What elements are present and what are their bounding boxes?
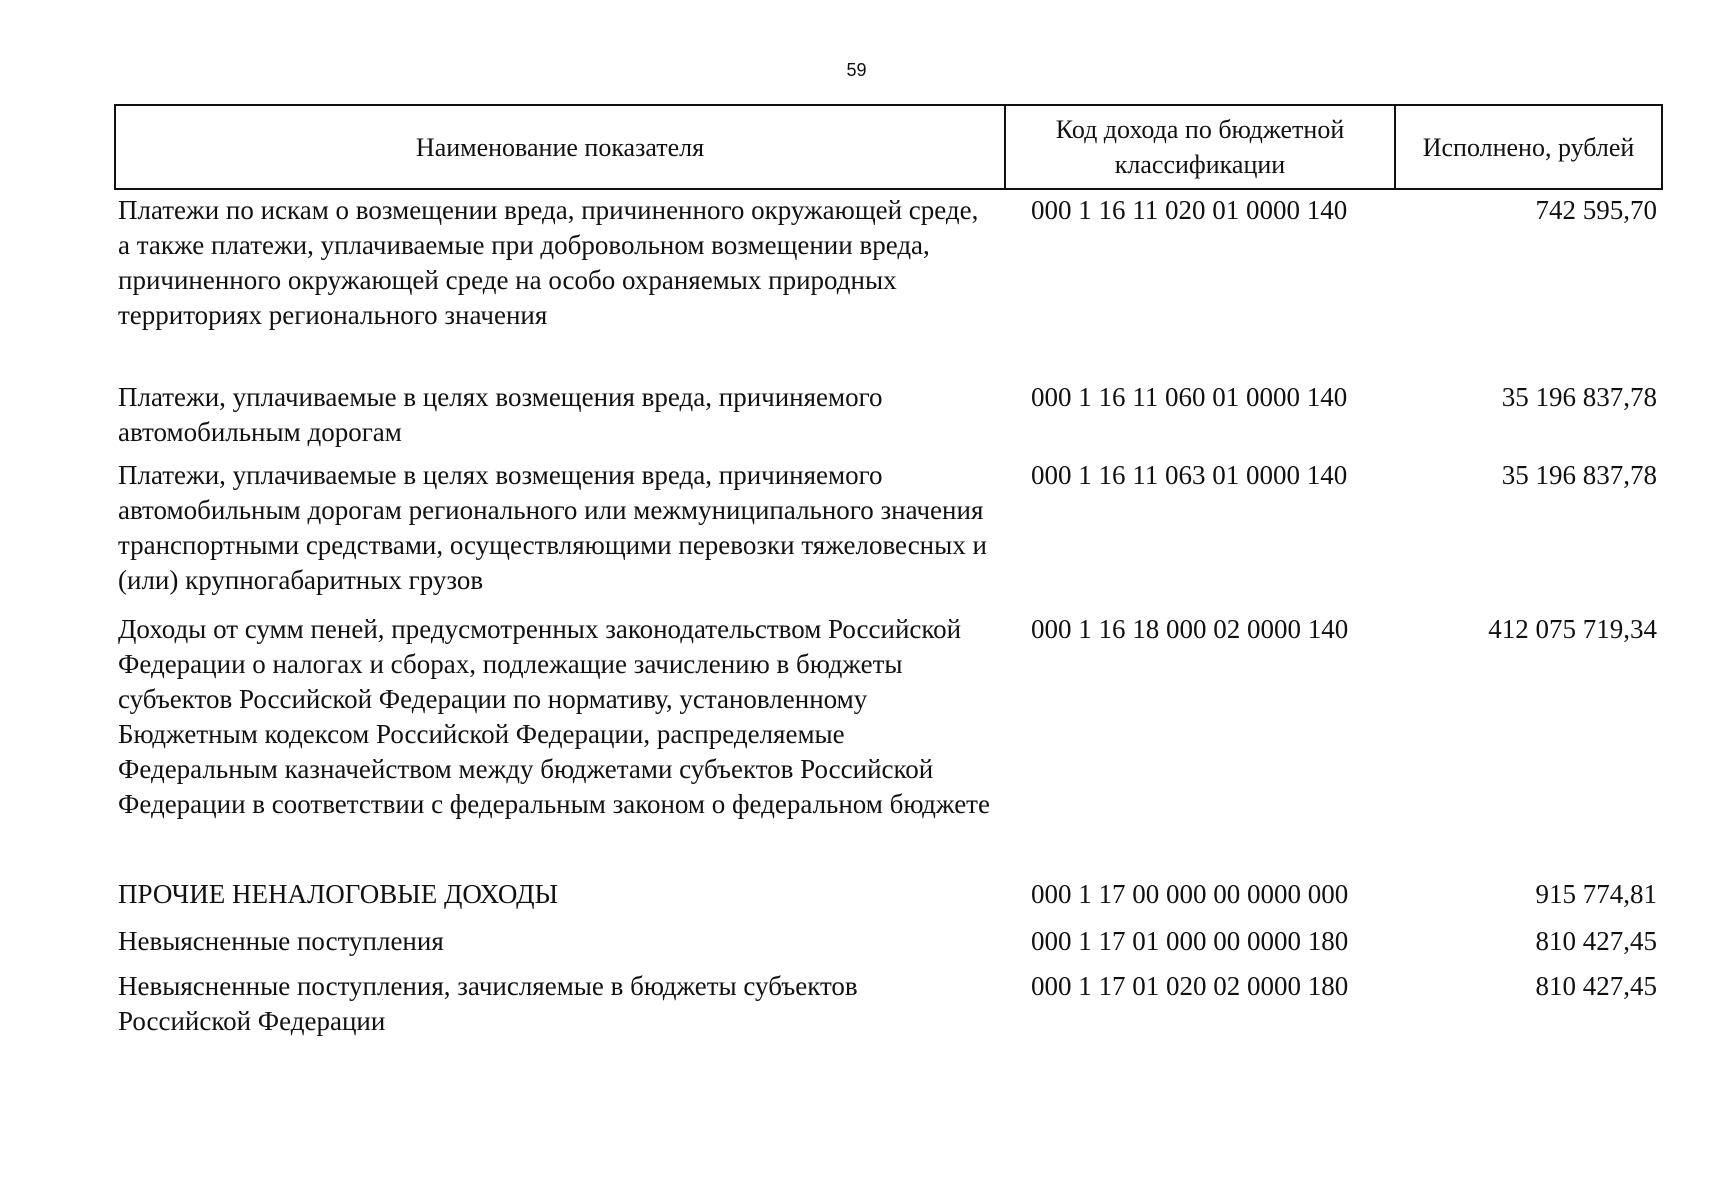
indicator-name: Платежи, уплачиваемые в целях возмещения вреда, причиняемого автомобильным дорогам [118, 382, 883, 447]
revenue-code: 000 1 16 11 020 01 0000 140 [1031, 195, 1348, 225]
table-row [115, 969, 1662, 1049]
executed-sum: 810 427,45 [1535, 971, 1657, 1001]
table-row [115, 924, 1662, 969]
revenue-code: 000 1 17 01 020 02 0000 180 [1031, 971, 1349, 1001]
executed-sum: 35 196 837,78 [1501, 382, 1657, 412]
table-header [115, 105, 1662, 189]
indicator-name: Платежи по искам о возмещении вреда, причиненного окружающей среде, а также платежи, уплачиваемые при добровольном возмещении вреда, причиненного окружающей среде на особо охраняемых природных территориях регионального значения [118, 195, 979, 330]
executed-sum: 742 595,70 [1535, 195, 1657, 225]
revenue-code: 000 1 16 11 063 01 0000 140 [1031, 460, 1348, 490]
header-executed-sum: Исполнено, рублей [1395, 105, 1662, 189]
revenue-code: 000 1 17 01 000 00 0000 180 [1031, 926, 1349, 956]
table-body [115, 189, 1662, 1049]
indicator-name: Платежи, уплачиваемые в целях возмещения вреда, причиняемого автомобильным дорогам регионального или межмуниципального значения транспортными средствами, осуществляющими перевозки тяжеловесных и (или) крупногабаритных грузов [118, 460, 987, 595]
header-revenue-code: Код дохода по бюджетной классификации [1005, 105, 1395, 189]
table-row [115, 380, 1662, 458]
executed-sum: 810 427,45 [1535, 926, 1657, 956]
table-row [115, 458, 1662, 612]
table-row [115, 189, 1662, 380]
table-row [115, 612, 1662, 877]
page-number: 59 [846, 60, 867, 80]
indicator-name: Невыясненные поступления [118, 926, 444, 956]
revenue-table [114, 104, 1663, 1049]
executed-sum: 412 075 719,34 [1488, 614, 1657, 644]
indicator-name: Невыясненные поступления, зачисляемые в бюджеты субъектов Российской Федерации [118, 971, 858, 1036]
header-indicator-name: Наименование показателя [115, 105, 1005, 189]
indicator-name: Доходы от сумм пеней, предусмотренных законодательством Российской Федерации о налогах и сборах, подлежащие зачислению в бюджеты субъектов Российской Федерации по нормативу, установленному Бюджетным кодексом Российской Федерации, распределяемые Федеральным казначейством между бюджетами субъектов Российской Федерации в соответствии с федеральным законом о федеральном бюджете [118, 614, 990, 819]
revenue-code: 000 1 17 00 000 00 0000 000 [1031, 879, 1349, 909]
indicator-name: ПРОЧИЕ НЕНАЛОГОВЫЕ ДОХОДЫ [118, 879, 559, 909]
revenue-table-container [114, 104, 1661, 1049]
executed-sum: 35 196 837,78 [1501, 460, 1657, 490]
executed-sum: 915 774,81 [1535, 879, 1657, 909]
table-row [115, 877, 1662, 924]
revenue-code: 000 1 16 18 000 02 0000 140 [1031, 614, 1349, 644]
revenue-code: 000 1 16 11 060 01 0000 140 [1031, 382, 1348, 412]
header-row [115, 105, 1662, 189]
